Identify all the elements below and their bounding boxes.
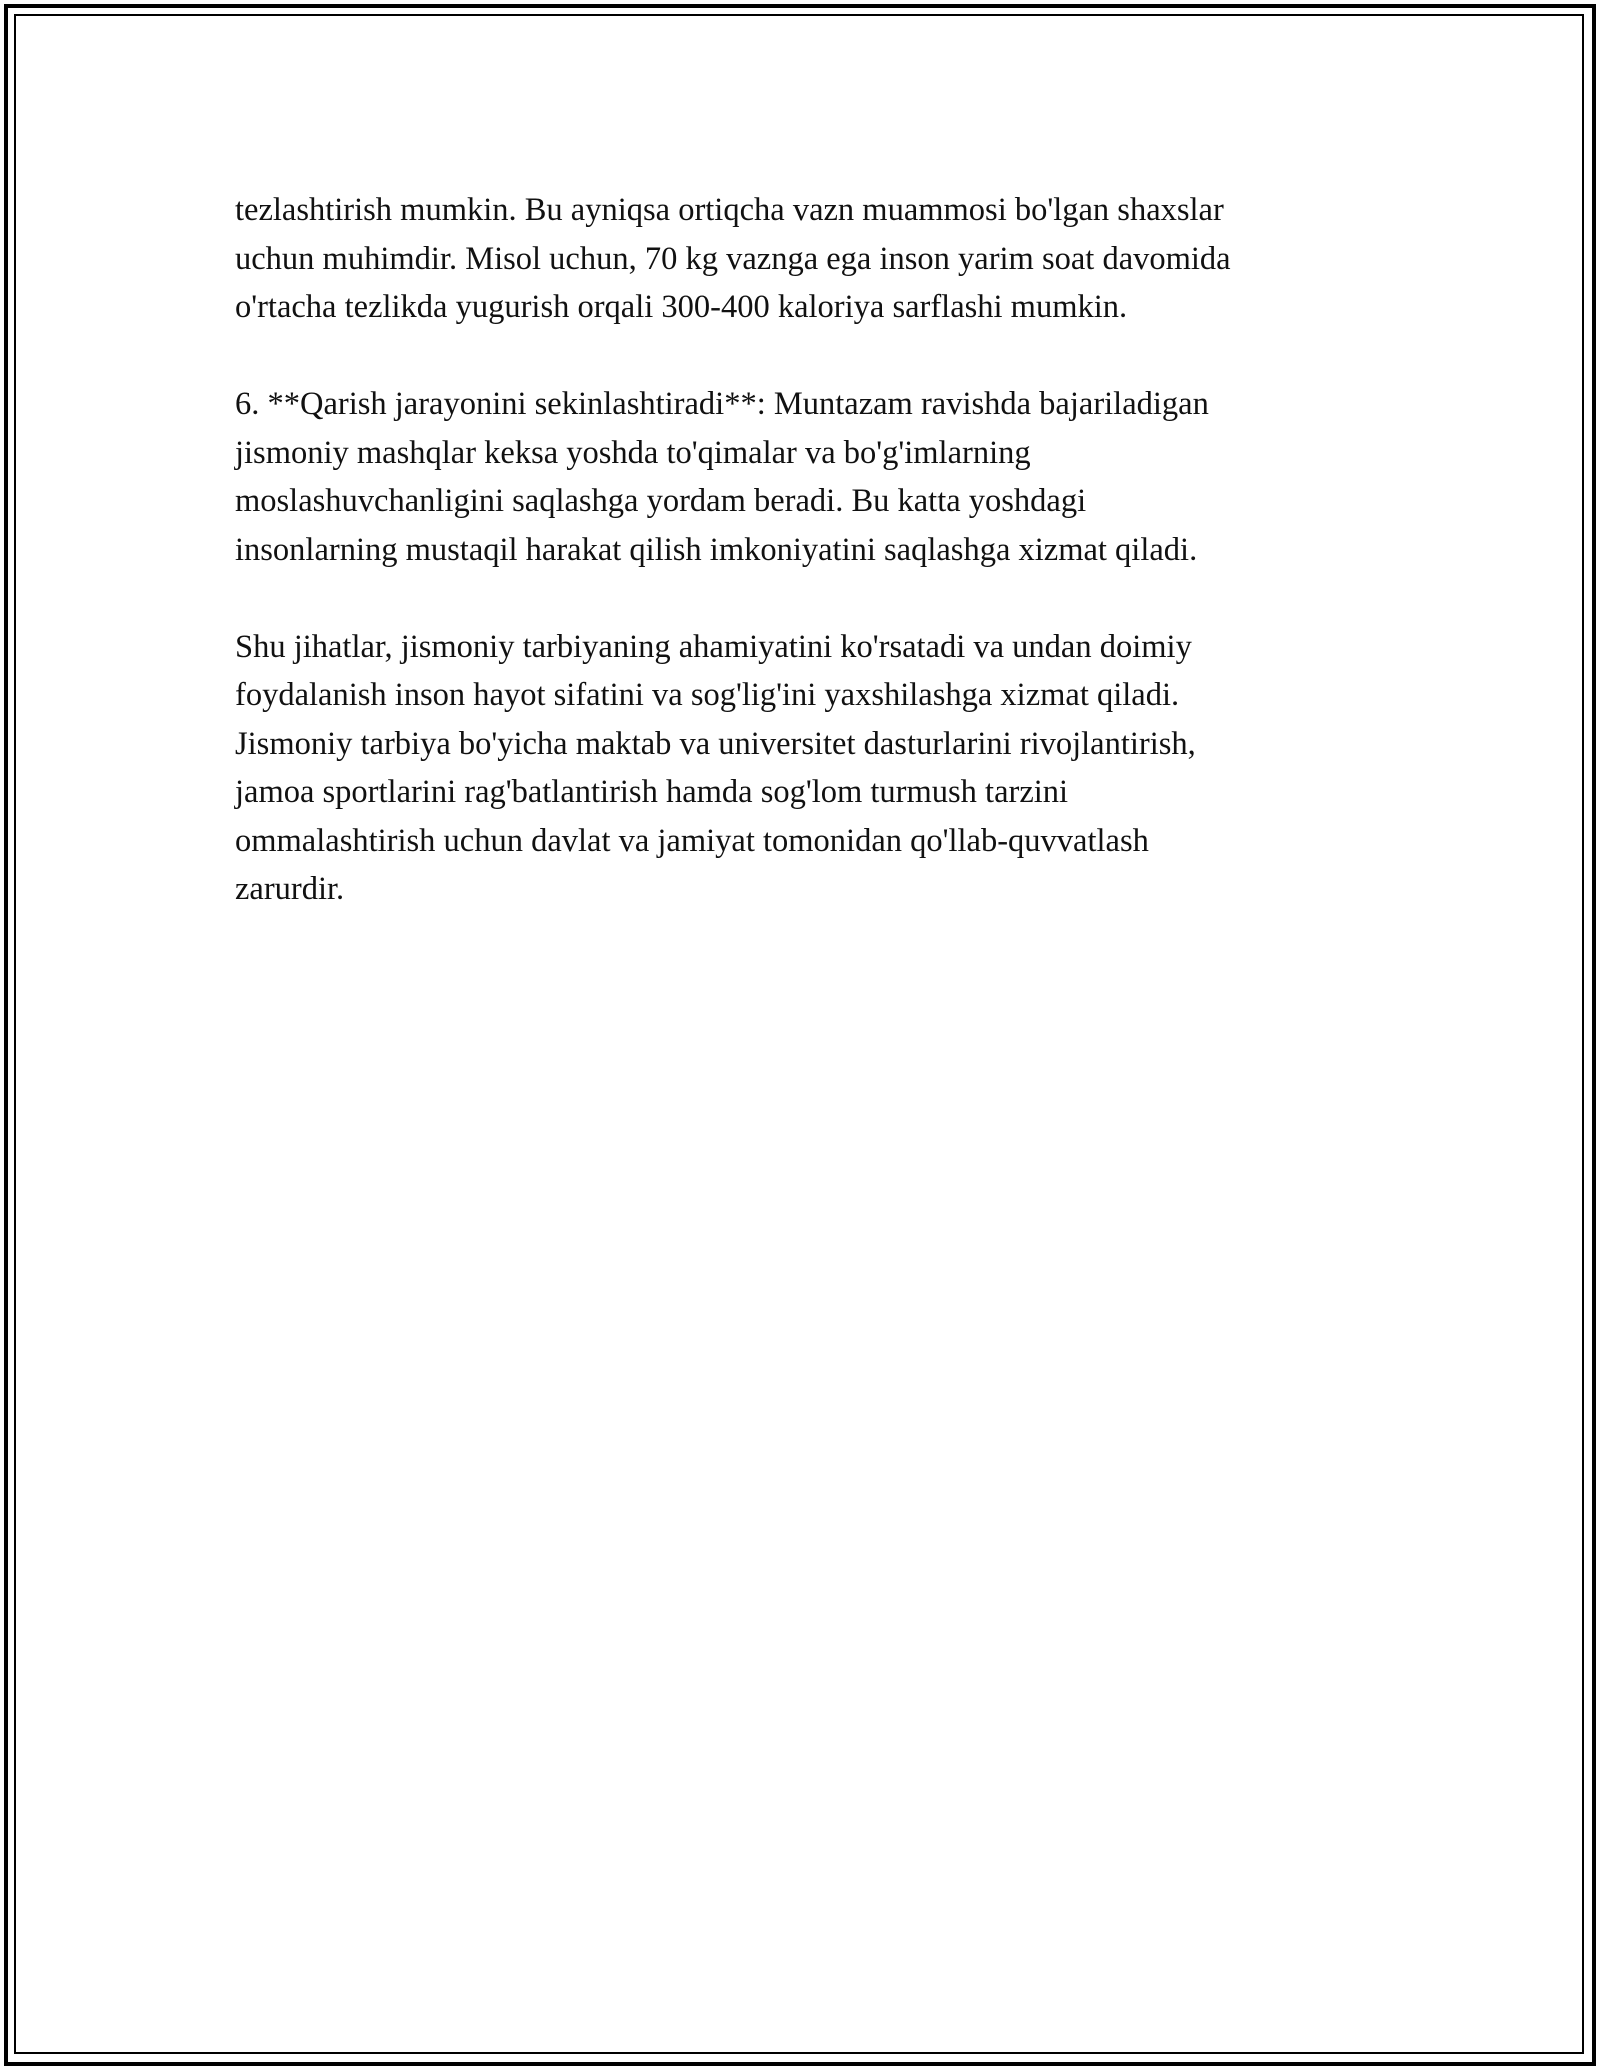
paragraph-conclusion: Shu jihatlar, jismoniy tarbiyaning ahamiyatini ko'rsatadi va undan doimiy foydalanish inson hayot sifatini va sog'lig'ini yaxshilashga xizmat qiladi. Jismoniy tarbiya bo'yicha maktab va universitet dasturlarini rivojlantirish, jamoa sportlarini rag'batlantirish hamda sog'lom turmush tarzini ommalashtirish uchun davlat va jamiyat tomonidan qo'llab-quvvatlash zarurdir. (235, 628, 1196, 907)
paragraph-slows-aging: 6. **Qarish jarayonini sekinlashtiradi**: Muntazam ravishda bajariladigan jismoniy mashqlar keksa yoshda to'qimalar va bo'g'imlarning moslashuvchanligini saqlashga yordam beradi. Bu katta yoshdagi insonlarning mustaqil harakat qilish imkoniyatini saqlashga xizmat qiladi. (235, 386, 1209, 568)
document-body (235, 186, 1365, 962)
paragraph-weight-loss-continuation: tezlashtirish mumkin. Bu ayniqsa ortiqcha vazn muammosi bo'lgan shaxslar uchun muhimdir. Misol uchun, 70 kg vaznga ega inson yarim soat davomida o'rtacha tezlikda yugurish orqali 300-400 kaloriya sarflashi mumkin. (235, 192, 1231, 325)
